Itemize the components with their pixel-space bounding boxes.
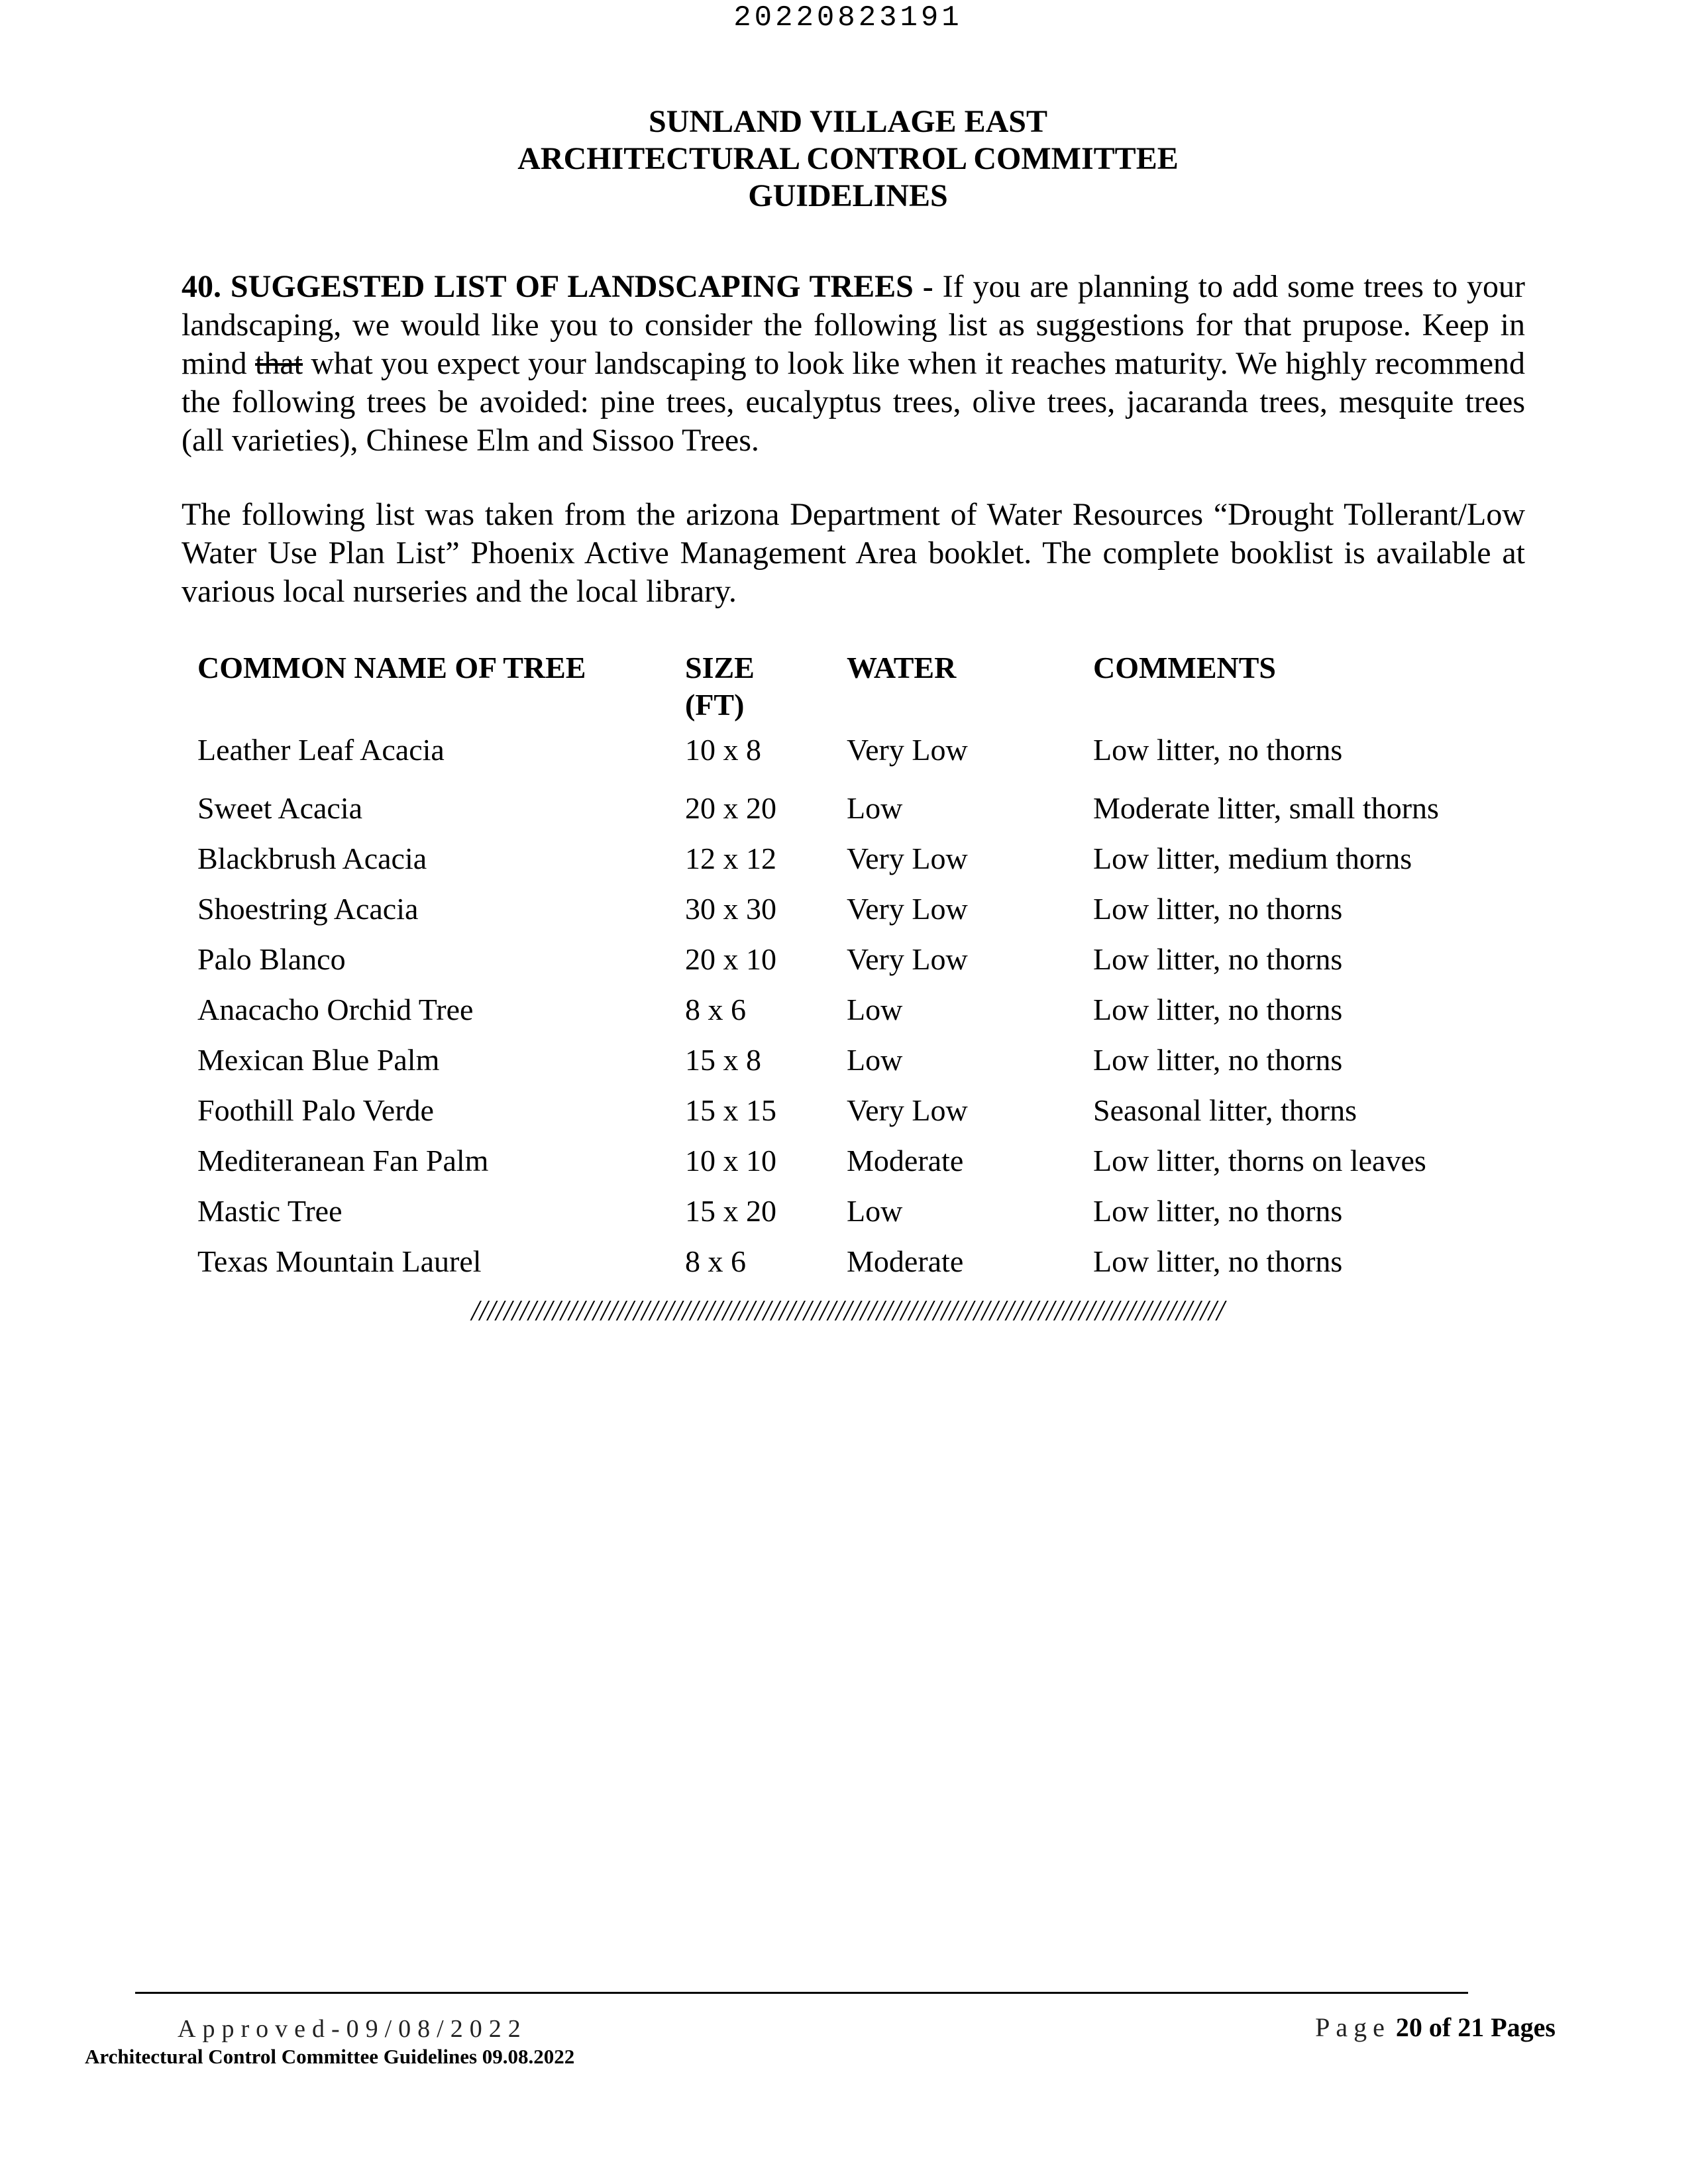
table-row	[197, 991, 1522, 1042]
header-comments: COMMENTS	[1093, 651, 1276, 684]
cell-comments: Low litter, medium thorns	[1093, 842, 1412, 875]
table-row	[197, 891, 1522, 941]
table-row	[197, 732, 1522, 790]
header-size-unit: (FT)	[685, 688, 745, 722]
cell-water: Very Low	[847, 842, 968, 875]
trees-table	[197, 649, 1522, 1293]
table-row	[197, 1042, 1522, 1092]
header-name: COMMON NAME OF TREE	[197, 651, 586, 684]
source-paragraph: The following list was taken from the arizona Department of Water Resources “Drought Tollerant/Low Water Use Plan List” Phoenix Active Management Area booklet. The complete booklist is available at various local nurseries and the local library.	[182, 497, 1525, 609]
cell-water: Low	[847, 791, 903, 825]
cell-water: Low	[847, 1043, 903, 1077]
cell-comments: Low litter, no thorns	[1093, 942, 1343, 976]
header-line-3: GUIDELINES	[748, 178, 948, 213]
cell-water: Very Low	[847, 733, 968, 767]
section-divider: /////////////////////////////////////////////////////////////////////////////////////////////	[471, 1294, 1225, 1327]
cell-water: Moderate	[847, 1144, 964, 1177]
cell-tree-name: Shoestring Acacia	[197, 892, 419, 926]
cell-size: 10 x 8	[685, 733, 761, 767]
table-row	[197, 1193, 1522, 1243]
table-row	[197, 1243, 1522, 1293]
header-line-1: SUNLAND VILLAGE EAST	[649, 104, 1047, 139]
cell-tree-name: Mediteranean Fan Palm	[197, 1144, 489, 1177]
table-row	[197, 1092, 1522, 1142]
paragraph-text-b: what you expect your landscaping to look like when it reaches maturity. We highly recommend the following trees be avoided: pine trees, eucalyptus trees, olive trees, jacaranda trees, mesquite trees (all varieties), Chinese Elm and Sissoo Trees.	[182, 346, 1525, 458]
cell-comments: Low litter, no thorns	[1093, 733, 1343, 767]
cell-size: 30 x 30	[685, 892, 776, 926]
header-size	[685, 649, 755, 724]
footer-rule	[135, 1992, 1468, 1994]
header-line-2: ARCHITECTURAL CONTROL COMMITTEE	[517, 141, 1179, 176]
cell-water: Very Low	[847, 892, 968, 926]
cell-tree-name: Mastic Tree	[197, 1194, 343, 1228]
cell-tree-name: Palo Blanco	[197, 942, 346, 976]
header-water: WATER	[847, 651, 957, 684]
cell-size: 20 x 20	[685, 791, 776, 825]
cell-water: Low	[847, 993, 903, 1026]
table-row	[197, 790, 1522, 840]
cell-tree-name: Texas Mountain Laurel	[197, 1244, 482, 1278]
cell-size: 20 x 10	[685, 942, 776, 976]
table-row	[197, 1142, 1522, 1193]
cell-comments: Moderate litter, small thorns	[1093, 791, 1439, 825]
table-row	[197, 941, 1522, 991]
cell-size: 8 x 6	[685, 993, 746, 1026]
struck-word: that	[255, 346, 303, 381]
table-row	[197, 840, 1522, 891]
cell-tree-name: Foothill Palo Verde	[197, 1093, 434, 1127]
cell-water: Moderate	[847, 1244, 964, 1278]
cell-tree-name: Leather Leaf Acacia	[197, 733, 445, 767]
cell-size: 12 x 12	[685, 842, 776, 875]
cell-comments: Low litter, no thorns	[1093, 892, 1343, 926]
cell-comments: Low litter, thorns on leaves	[1093, 1144, 1426, 1177]
cell-comments: Low litter, no thorns	[1093, 993, 1343, 1026]
cell-size: 10 x 10	[685, 1144, 776, 1177]
table-header-row	[197, 649, 1522, 732]
header-size-label: SIZE	[685, 651, 755, 684]
page-number	[1315, 2012, 1556, 2043]
cell-tree-name: Mexican Blue Palm	[197, 1043, 440, 1077]
cell-size: 15 x 15	[685, 1093, 776, 1127]
cell-size: 15 x 8	[685, 1043, 761, 1077]
cell-comments: Low litter, no thorns	[1093, 1244, 1343, 1278]
cell-comments: Seasonal litter, thorns	[1093, 1093, 1357, 1127]
cell-water: Low	[847, 1194, 903, 1228]
cell-water: Very Low	[847, 942, 968, 976]
table-body	[197, 732, 1522, 1293]
cell-comments: Low litter, no thorns	[1093, 1043, 1343, 1077]
document-number: 20220823191	[733, 1, 963, 34]
cell-water: Very Low	[847, 1093, 968, 1127]
section-paragraph	[182, 268, 1525, 460]
page-count: 20 of 21 Pages	[1395, 2012, 1556, 2042]
approved-stamp: Approved-09/08/2022	[178, 2015, 527, 2043]
section-heading: 40. SUGGESTED LIST OF LANDSCAPING TREES -	[182, 269, 933, 304]
cell-tree-name: Blackbrush Acacia	[197, 842, 427, 875]
cell-comments: Low litter, no thorns	[1093, 1194, 1343, 1228]
cell-size: 8 x 6	[685, 1244, 746, 1278]
document-header	[0, 103, 1696, 215]
cell-tree-name: Sweet Acacia	[197, 791, 363, 825]
footer-title: Architectural Control Committee Guidelines 09.08.2022	[85, 2045, 575, 2068]
paragraph-text-a: If you are planning to add some trees to your landscaping, we would like you to consider the following list as suggestions for that prupose. Keep in mind	[182, 269, 1525, 381]
cell-size: 15 x 20	[685, 1194, 776, 1228]
page-word: Page	[1315, 2012, 1391, 2042]
cell-tree-name: Anacacho Orchid Tree	[197, 993, 474, 1026]
